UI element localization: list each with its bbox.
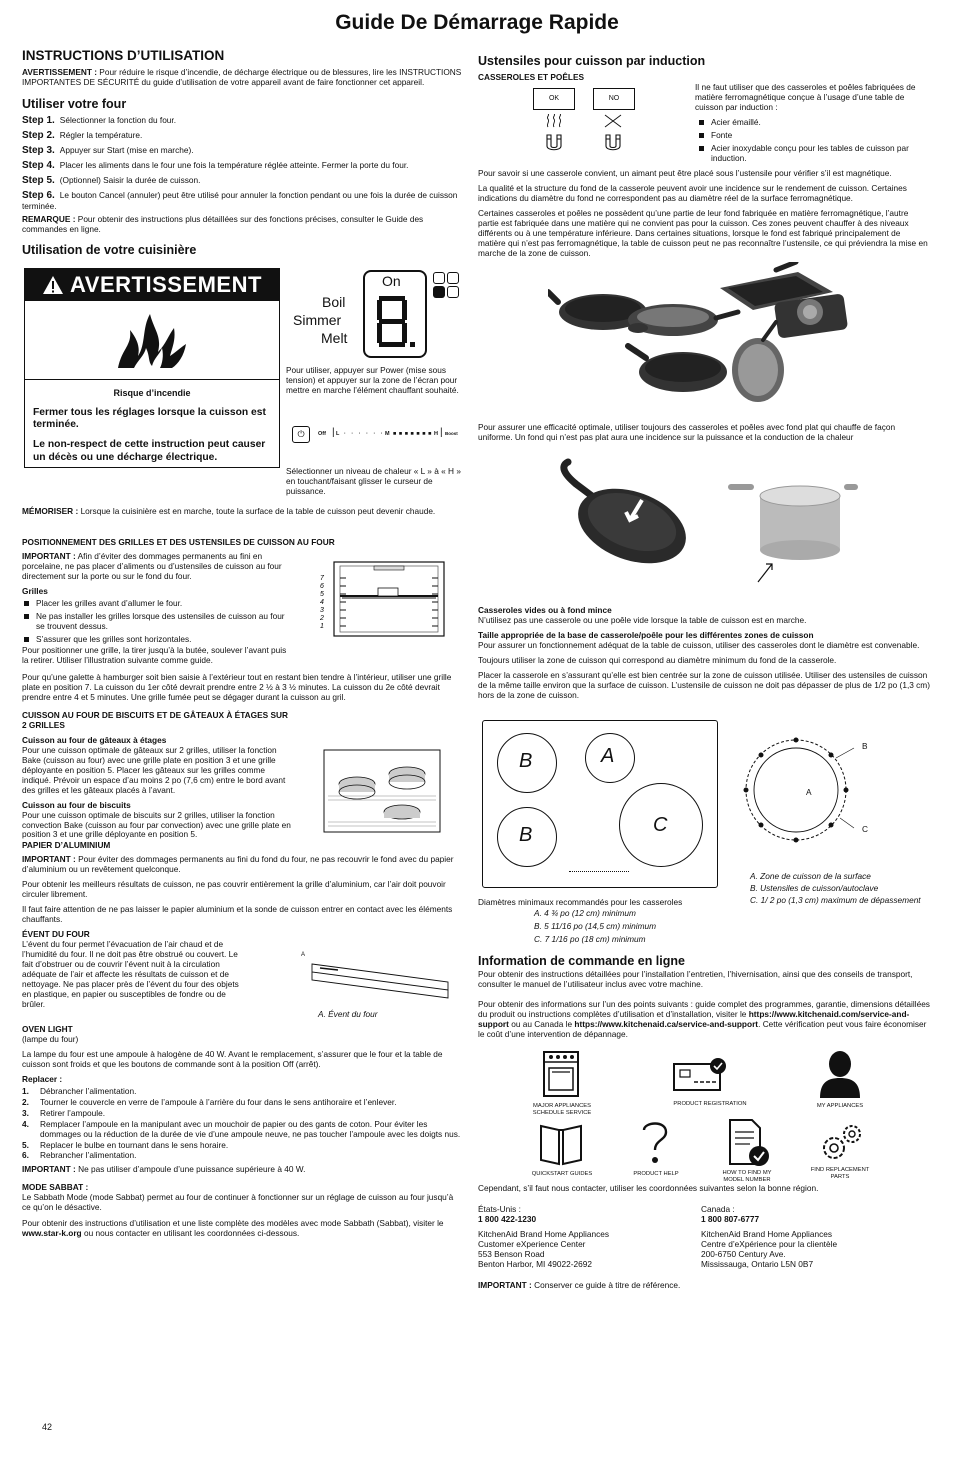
power-button-icon: ⏻ [292, 426, 310, 443]
ferro-item: Acier inoxydable conçu pour les tables de cuisson par induction. [697, 144, 933, 164]
cookware-illustration [548, 262, 878, 412]
us-phone[interactable]: 1 800 422-1230 [478, 1213, 537, 1224]
diam-label: Diamètres minimaux recommandés pour les casseroles [478, 897, 683, 907]
simmer-label: Simmer [293, 312, 342, 328]
cakes-on-racks-illustration [322, 748, 442, 834]
grilles-item: Ne pas installer les grilles lorsque des ustensiles de cuisson au four se trouvent dessus. [22, 612, 292, 632]
circle-letter-c: C [862, 824, 868, 834]
schedule-service-label: MAJOR APPLIANCES SCHEDULE SERVICE [532, 1103, 592, 1116]
replacer-item: 4. Remplacer l’ampoule en la manipulant avec un mouchoir de papier ou des gants de coton. Pour éviter les dommages ou la réduction de la durée de vie d’une ampoule neuve, ne pas toucher l’ampoule avec les doigts nus. [22, 1118, 461, 1139]
ferro-list [697, 118, 933, 164]
person-icon [818, 1050, 862, 1098]
induction-paras [478, 169, 930, 264]
memoriser-para: MÉMORISER : Lorsque la cuisinière est en marche, toute la surface de la table de cuisson peut devenir chaude. [22, 506, 436, 516]
page-number: 42 [42, 1422, 53, 1432]
step-item: Step 6. Le bouton Cancel (annuler) peut être utilisé pour annuler la fonction pendant ou une fois la durée de cuisson terminée. [22, 190, 458, 212]
light-text: La lampe du four est une ampoule à halogène de 40 W. Avant le remplacement, s’assurer que le four et la table de cuisson sont froids et que les boutons de commande sont à la position Off (arrêt). [22, 1048, 443, 1069]
zone-selector-icon [433, 272, 461, 300]
fond-plat-text: Pour assurer une efficacité optimale, utiliser toujours des casseroles et poêles avec fond plat qui chauffe de façon uniforme. Un fond qui n’est pas plat aura une incidence sur la puissance et la conduction de la chaleur [478, 422, 896, 442]
replacer-item: 3. Retirer l’ampoule. [22, 1107, 106, 1118]
online-section [478, 970, 930, 1045]
gateaux-label: Cuisson au four de gâteaux à étages [22, 734, 167, 745]
range-icon [542, 1050, 580, 1098]
slider-l: L [336, 431, 340, 437]
my-appliances-link[interactable] [810, 1050, 870, 1110]
question-icon [640, 1118, 670, 1166]
segment-digit-icon [375, 294, 415, 350]
product-registration-link[interactable] [650, 1056, 747, 1107]
slider-off: Off [318, 431, 326, 437]
gateaux-text: Pour une cuisson optimale de gâteaux sur 2 grilles, utiliser la fonction Bake (cuisson au four) avec une grille plate en position 3 et une grille déployante en position 5. Placer les gâteaux sur les grilles comme indiqué. Prévoir un espace d’au moins 2 po (7,6 cm) entre le bord avant des grilles et les gâteaux placés à l’avant. [22, 744, 286, 795]
oven-vent-illustration [298, 950, 464, 1006]
step-item: Step 5. (Optionnel) Saisir la durée de cuisson. [22, 175, 201, 187]
vides-label: Casseroles vides ou à fond mince [478, 605, 612, 615]
oven-rack-illustration [316, 558, 446, 640]
sabbat-heading: MODE SABBAT : [22, 1182, 89, 1193]
grilles-item: Placer les grilles avant d’allumer le four. [22, 599, 292, 609]
rack-position-number: 7 [320, 575, 324, 582]
model-number-label: HOW TO FIND MY MODEL NUMBER [722, 1170, 772, 1183]
circle-letter-a: A [806, 787, 812, 797]
step-item: Step 4. Placer les aliments dans le four une fois la température réglée atteinte. Fermer la porte du four. [22, 160, 409, 172]
instructions-heading: INSTRUCTIONS D’UTILISATION [22, 48, 225, 63]
casseroles-section [478, 606, 930, 706]
cooktop-display-graphic [290, 270, 465, 360]
four-heading: Utiliser votre four [22, 97, 127, 112]
melt-label: Melt [321, 330, 348, 346]
cuisiniere-heading: Utilisation de votre cuisinière [22, 242, 197, 257]
fire-symbol-area [25, 301, 279, 379]
my-appliances-label: MY APPLIANCES [816, 1103, 864, 1109]
power-text: Pour utiliser, appuyer sur Power (mise sous tension) et appuyer sur la zone de l’écran pour mettre en marche l’élément chauffant souhaité. [286, 365, 459, 395]
fire-icon [112, 308, 192, 372]
rack-position-number: 2 [320, 615, 324, 622]
taille-text: Pour assurer un fonctionnement adéquat de la table de cuisson, utiliser des casseroles dont le diamètre est convenable. [478, 639, 920, 650]
papier-section [22, 841, 462, 930]
warning-risk: Risque d’incendie [113, 388, 191, 398]
vent-letter: A [301, 952, 306, 958]
on-label: On [382, 273, 401, 289]
aimant-text: Pour savoir si une casserole convient, un aimant peut être placé sous l’ustensile pour vérifier s’il est magnétique. [478, 168, 892, 178]
vent-caption: A. Évent du four [318, 1009, 378, 1019]
biscuits-label: Cuisson au four de biscuits [22, 799, 131, 810]
quickstart-guides-label: QUICKSTART GUIDES [531, 1171, 593, 1177]
document-check-icon [726, 1118, 770, 1168]
qualite-text: La qualité et la structure du fond de la casserole peuvent avoir une incidence sur le rendement de cuisson. Certaines indications du diamètre du fond ne correspondent pas au diamètre réel de la surface ferromagnétique. [478, 182, 907, 203]
slider-boost: Boost [445, 431, 458, 436]
ferro-item: Fonte [697, 131, 933, 141]
biscuits-text: Pour une cuisson optimale de biscuits sur 2 grilles, utiliser la fonction convection Bake (cuisson au four par convection) avec une grille plate en position 3 et une grille déployante en position 5. [22, 809, 291, 840]
power-slider-graphic: ⏻ Off | L · · · · · · M ■ ■ ■ ■ ■ ■ ■ H | Boost [292, 426, 460, 442]
toujours-text: Toujours utiliser la zone de cuisson qui correspond au diamètre minimum du fond de la casserole. [478, 654, 837, 665]
circle-legend-item: B. Ustensiles de cuisson/autoclave [750, 882, 879, 893]
warning-line2: Le non-respect de cette instruction peut causer un décès ou une décharge électrique. [33, 439, 266, 463]
grilles-item: S’assurer que les grilles sont horizontales. [22, 635, 292, 645]
casseroles-label: CASSEROLES ET POÊLES [478, 72, 585, 82]
step-item: Step 1. Sélectionner la fonction du four. [22, 115, 177, 127]
heat-waves-icon [545, 114, 563, 128]
circle-legend-item: A. Zone de cuisson de la surface [750, 871, 871, 881]
avertissement-para: AVERTISSEMENT : Pour réduire le risque d’incendie, de décharge électrique ou de blessures, lire les INSTRUCTIONS IMPORTANTES DE SÉCURITÉ du guide d’utilisation de votre appareil avant de faire fonctionner cet appareil. [22, 67, 462, 88]
remarque-para: REMARQUE : Pour obtenir des instructions plus détaillées sur des fonctions précises, consulter le Guide des commandes en ligne. [22, 214, 424, 234]
replacer-item: 5. Replacer le bulbe en tournant dans le sens horaire. [22, 1139, 229, 1150]
warning-line1: Fermer tous les réglages lorsque la cuisson est terminée. [33, 406, 266, 431]
cooktop-zones-diagram [482, 720, 718, 888]
replacer-list [22, 1087, 462, 1162]
page-title: Guide De Démarrage Rapide [335, 11, 619, 34]
registration-card-icon [672, 1056, 728, 1092]
event-section [22, 930, 240, 1015]
circle-legend-item: C. 1/ 2 po (1,3 cm) maximum de dépassement [750, 894, 921, 905]
induction-heading: Ustensiles pour cuisson par induction [478, 54, 706, 68]
ca-phone[interactable]: 1 800 807-6777 [701, 1213, 760, 1224]
grilles-list [22, 599, 292, 645]
step-item: Step 3. Appuyer sur Start (mise en marche). [22, 145, 194, 157]
product-help-label: PRODUCT HELP [633, 1171, 679, 1177]
step-item: Step 2. Régler la température. [22, 130, 143, 142]
rack-position-number: 4 [320, 599, 324, 606]
ferro-section [695, 83, 933, 168]
ca-contact: Canada : 1 800 807-6777 KitchenAid Brand Home Appliances Centre d’eXpérience pour la clientèle 200-6750 Century Ave. Mississauga, Ontario L5N 0B7 [701, 1205, 901, 1270]
gears-icon [818, 1122, 864, 1166]
left-column [22, 48, 462, 258]
model-number-link[interactable] [710, 1118, 784, 1182]
diam-b: B. 5 11/16 po (14,5 cm) minimum [534, 921, 657, 931]
ok-box: OK [533, 88, 575, 110]
online-text1: Pour obtenir des instructions détaillées pour l’installation l’entretien, l’hivernisation, ainsi que des conseils de transport, consulter le manuel de l’utilisateur inclus avec votre machine. [478, 969, 913, 989]
event-heading: ÉVENT DU FOUR [22, 929, 90, 939]
zone-c-letter: C [653, 814, 668, 836]
quickstart-guides-link[interactable] [530, 1122, 594, 1182]
kitchenaid-us-link[interactable]: https://www.kitchenaid.com/service-and-support [478, 1008, 910, 1029]
slider-m: M [385, 431, 390, 437]
diam-a: A. 4 ¾ po (12 cm) minimum [534, 908, 636, 918]
replacer-label: Replacer : [22, 1073, 63, 1084]
zone-a-letter: A [601, 745, 615, 767]
ferro-text: Il ne faut utiliser que des casseroles et poêles fabriquées de matière ferromagnétique conçue à l’usage d’une table de cuisson par induction : [695, 82, 916, 112]
kitchenaid-ca-link[interactable]: https://www.kitchenaid.ca/service-and-support [574, 1018, 759, 1029]
papier-text2: Pour obtenir les meilleurs résultats de cuisson, ne pas couvrir entièrement la grille d’aluminium, car l’air doit pouvoir circuler librement. [22, 878, 446, 899]
final-important: IMPORTANT : Conserver ce guide à titre de référence. [478, 1280, 681, 1290]
grilles-para: Pour positionner une grille, la tirer jusqu’à la butée, soulever l’avant puis la retirer. Utiliser l’illustration suivante comme guide. [22, 645, 287, 665]
book-icon [538, 1122, 584, 1168]
replacer-item: 2. Tourner le couvercle en verre de l’ampoule à l’arrière du four dans le sens antihoraire et l’enlever. [22, 1096, 397, 1107]
warning-triangle-icon [42, 275, 64, 295]
light-important: IMPORTANT : Ne pas utiliser d’ampoule d’une puissance supérieure à 40 W. [22, 1164, 306, 1175]
steps-list [22, 115, 462, 212]
product-help-link[interactable] [628, 1118, 684, 1178]
star-k-link[interactable]: www.star-k.org [22, 1228, 82, 1239]
zone-b2-letter: B [519, 824, 533, 846]
event-text: L’évent du four permet l’évacuation de l’air chaud et de l’humidité du four. Il ne doit pas être obstrué ou couvert. Le fait d’obstruer ou de couvrir l’évent nuit à la circulation adéquate de l’air et affecte les résultats de cuisson et de nettoyage. Ne pas placer près de l’évent du four des objets en plastique, en papier ou susceptibles de fondre ou de brûler. [22, 938, 239, 1009]
light-section [22, 1025, 462, 1244]
circle-letter-b: B [862, 741, 868, 751]
warning-box [24, 268, 280, 468]
circle-legend [750, 872, 930, 908]
online-heading: Information de commande en ligne [478, 954, 685, 968]
pan-and-pot-illustration [560, 458, 860, 588]
biscuits-section [22, 711, 294, 845]
rack-position-number: 3 [320, 607, 324, 614]
replacement-parts-label: FIND REPLACEMENT PARTS [810, 1167, 870, 1180]
position-section [22, 537, 335, 649]
boil-label: Boil [322, 294, 346, 310]
product-registration-label: PRODUCT REGISTRATION [673, 1101, 747, 1107]
papier-heading: PAPIER D’ALUMINIUM [22, 840, 111, 850]
cross-icon [604, 114, 622, 128]
certaines-text: Certaines casseroles et poêles ne possèdent qu’une partie de leur fond fabriquée en matière ferromagnétique, l’autre partie est fabriquée dans une matière qui ne convient pas pour la cuisson. Ces zones peuvent chauffer à des niveaux différents ou à une température inférieure. Dans certaines situations, lorsque le fond est fabriqué principalement de matière qui n’est pas ferromagnétique, la table de cuisson peut ne pas reconnaître l’ustensile, ce qui préviendra la mise en marche de la zone de cuisson. [478, 207, 928, 258]
contact-text: Cependant, s’il faut nous contacter, utiliser les coordonnées suivantes selon la bonne région. [478, 1183, 819, 1193]
vides-text: N’utilisez pas une casserole ou une poêle vide lorsque la table de cuisson est en marche. [478, 614, 807, 625]
position-heading: POSITIONNEMENT DES GRILLES ET DES USTENSILES DE CUISSON AU FOUR [22, 537, 335, 547]
control-strip [569, 871, 629, 876]
replacer-item: 1. Débrancher l’alimentation. [22, 1085, 137, 1096]
position-important: IMPORTANT : Afin d’éviter des dommages permanents au fini en porcelaine, ne pas placer d’aliments ou d’ustensiles de cuisson au four directement sur la porte ou sur le fond du four. [22, 550, 282, 581]
rack-position-number: 1 [320, 623, 324, 630]
ferro-item: Acier émaillé. [697, 118, 933, 128]
papier-text3: Il faut faire attention de ne pas laisser le papier aluminium et la sonde de cuisson entrer en contact avec les éléments chauffants. [22, 903, 453, 924]
sabbat-text: Le Sabbath Mode (mode Sabbat) permet au four de continuer à fonctionner sur un réglage de cuisson au four jusqu’à ce qu’on le désactive. [22, 1192, 454, 1213]
placer-text: Placer la casserole en s’assurant qu’elle est bien centrée sur la zone de cuisson utilisée. Utiliser des ustensiles de cuisson de la même taille environ que la surface de cuisson. L’ustensile de cuisson ne doit pas dépasser de plus de 1/2 po (1,3 cm) hors de la zone de cuisson. [478, 669, 930, 700]
schedule-service-link[interactable] [530, 1050, 590, 1120]
rack-position-number: 6 [320, 583, 324, 590]
papier-important: IMPORTANT : Pour éviter des dommages permanents au fini du fond du four, ne pas recouvrir le fond avec du papier d’aluminium ou un revêtement quelconque. [22, 853, 454, 874]
hamburger-text: Pour qu’une galette à hamburger soit bien saisie à l’extérieur tout en restant bien tendre à l’intérieur, utiliser une grille plate en position 7. La cuisson du 1er côté devrait prendre entre 2 ½ à 3 ½ minutes. La cuisson du 2e côté devrait prendre entre 4 et 5 minutes. Une grille fumée peut se dégager durant la cuisson au gril. [22, 672, 452, 702]
us-contact: États-Unis : 1 800 422-1230 KitchenAid Brand Home Appliances Customer eXperience Center 553 Benson Road Benton Harbor, MI 49022-2692 [478, 1205, 678, 1270]
zone-b1-letter: B [519, 750, 533, 772]
no-box: NO [593, 88, 635, 110]
grilles-label: Grilles [22, 585, 48, 596]
light-heading: OVEN LIGHT [22, 1024, 73, 1034]
ok-no-graphic [533, 88, 643, 158]
diam-c: C. 7 1/16 po (18 cm) minimum [534, 934, 646, 944]
slider-text: Sélectionner un niveau de chaleur « L » à « H » en touchant/faisant glisser le curseur de puissance. [286, 466, 461, 496]
warning-header: AVERTISSEMENT [25, 269, 279, 301]
biscuits-heading: CUISSON AU FOUR DE BISCUITS ET DE GÂTEAUX À ÉTAGES SUR 2 GRILLES [22, 710, 288, 730]
rack-position-number: 5 [320, 591, 324, 598]
light-sub: (lampe du four) [22, 1033, 79, 1044]
replacer-item: 6. Rebrancher l’alimentation. [22, 1150, 137, 1161]
magnet-icon [544, 134, 564, 156]
pan-overhang-diagram [736, 728, 856, 858]
sabbat-text2: Pour obtenir des instructions d’utilisation et une liste complète des modèles avec mode Sabbath (Sabbat), visiter le www.star-k.org ou nous contacter en utilisant les coordonnées ci-dessous. [22, 1218, 444, 1239]
magnet-icon-2 [603, 134, 623, 156]
replacement-parts-link[interactable] [808, 1122, 872, 1184]
slider-h: H [434, 431, 438, 437]
taille-label: Taille appropriée de la base de casserole/poêle pour les différentes zones de cuisson [478, 629, 814, 640]
support-icons [520, 1050, 880, 1184]
online-text2: Pour obtenir des informations sur l’un des points suivants : guide complet des programmes, garantie, dimensions détaillées du produit ou instructions complètes d’utilisation et d’installation, visiter le https://www.kitchenaid.com/service-and-support ou au Canada le https://www.kitchenaid.ca/service-and-support. Cette vérification peut vous faire économiser le coût d’une intervention de dépannage. [478, 998, 930, 1039]
